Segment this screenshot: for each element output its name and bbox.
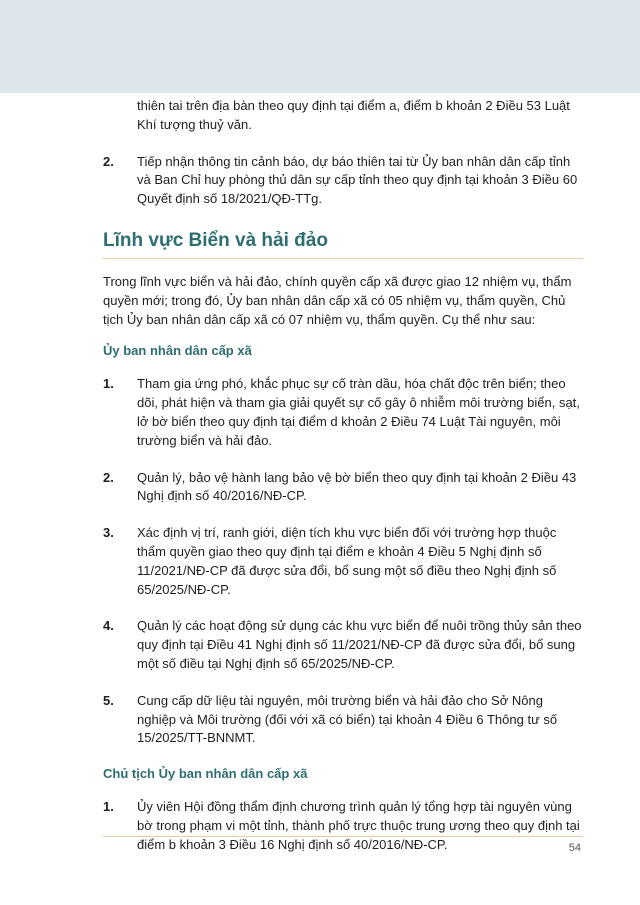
section-title: Lĩnh vực Biển và hải đảo xyxy=(103,230,583,259)
item-text: Quản lý các hoạt động sử dụng các khu vực biển để nuôi trồng thủy sản theo quy định tại Điều 41 Nghị định số 11/2021/NĐ-CP đã được sửa đổi, bổ sung một số điều tại Nghị định số 65/2025/NĐ-CP. xyxy=(137,618,582,671)
section-intro: Trong lĩnh vực biển và hải đảo, chính quyền cấp xã được giao 12 nhiệm vụ, thẩm quyền mới; trong đó, Ủy ban nhân dân cấp xã có 05 nhiệm vụ, thẩm quyền, Chủ tịch Ủy ban nhân dân cấp xã có 07 nhiệm vụ, thẩm quyền. Cụ thể như sau: xyxy=(103,273,572,327)
item-text: Xác định vị trí, ranh giới, diện tích khu vực biển đối với trường hợp thuộc thẩm quyền giao theo quy định tại điểm e khoản 4 Điều 5 Nghị định số 11/2021/NĐ-CP đã được sửa đổi, bổ sung một số điều theo Nghị định số 65/2025/NĐ-CP. xyxy=(137,525,557,597)
header-band xyxy=(0,0,640,93)
footer-divider xyxy=(103,836,583,837)
item-number: 1. xyxy=(103,799,114,815)
item-text: Tham gia ứng phó, khắc phục sự cố tràn dầu, hóa chất độc trên biển; theo dõi, phát hiện và tham gia giải quyết sự cố gây ô nhiễm môi trường biển, sạt, lở bờ biển theo quy định tại điểm d khoản 2 Điều 74 Luật Tài nguyên, môi trường biển và hải đảo. xyxy=(137,376,580,448)
item-text: Tiếp nhận thông tin cảnh báo, dự báo thiên tai từ Ủy ban nhân dân cấp tỉnh và Ban Chỉ huy phòng thủ dân sự cấp tỉnh theo quy định tại khoản 3 Điều 60 Quyết định số 18/2021/QĐ-TTg. xyxy=(137,153,578,207)
continued-item-text: thiên tai trên địa bàn theo quy định tại điểm a, điểm b khoản 2 Điều 53 Luật Khí tượng thuỷ văn. xyxy=(137,98,570,132)
page-number: 54 xyxy=(568,842,581,854)
item-number: 2. xyxy=(103,153,114,169)
list-item xyxy=(103,524,583,599)
list-item xyxy=(103,469,583,507)
item-text: Cung cấp dữ liệu tài nguyên, môi trường biển và hải đảo cho Sở Nông nghiệp và Môi trường (đối với xã có biển) tại khoản 4 Điều 6 Thông tư số 15/2025/TT-BNNMT. xyxy=(137,692,558,746)
ubnd-heading: Ủy ban nhân dân cấp xã xyxy=(103,343,252,359)
list-item xyxy=(103,375,583,450)
item-number: 3. xyxy=(103,525,114,541)
item-number: 2. xyxy=(103,469,114,485)
item-number: 4. xyxy=(103,618,114,634)
chairman-heading: Chủ tịch Ủy ban nhân dân cấp xã xyxy=(103,766,308,782)
list-item xyxy=(103,153,583,209)
list-item xyxy=(103,798,583,854)
item-number: 1. xyxy=(103,376,114,392)
item-text: Quản lý, bảo vệ hành lang bảo vệ bờ biển theo quy định tại khoản 2 Điều 43 Nghị định số 40/2016/NĐ-CP. xyxy=(137,469,577,504)
item-text: Ủy viên Hội đồng thẩm định chương trình quản lý tổng hợp tài nguyên vùng bờ trong phạm vi một tỉnh, thành phố trực thuộc trung ương theo quy định tại điểm b khoản 3 Điều 16 Nghị định số 40/2016/NĐ-CP. xyxy=(137,799,580,852)
item-number: 5. xyxy=(103,692,114,708)
list-item xyxy=(103,692,583,748)
list-item xyxy=(103,617,583,673)
page-content xyxy=(103,97,583,855)
